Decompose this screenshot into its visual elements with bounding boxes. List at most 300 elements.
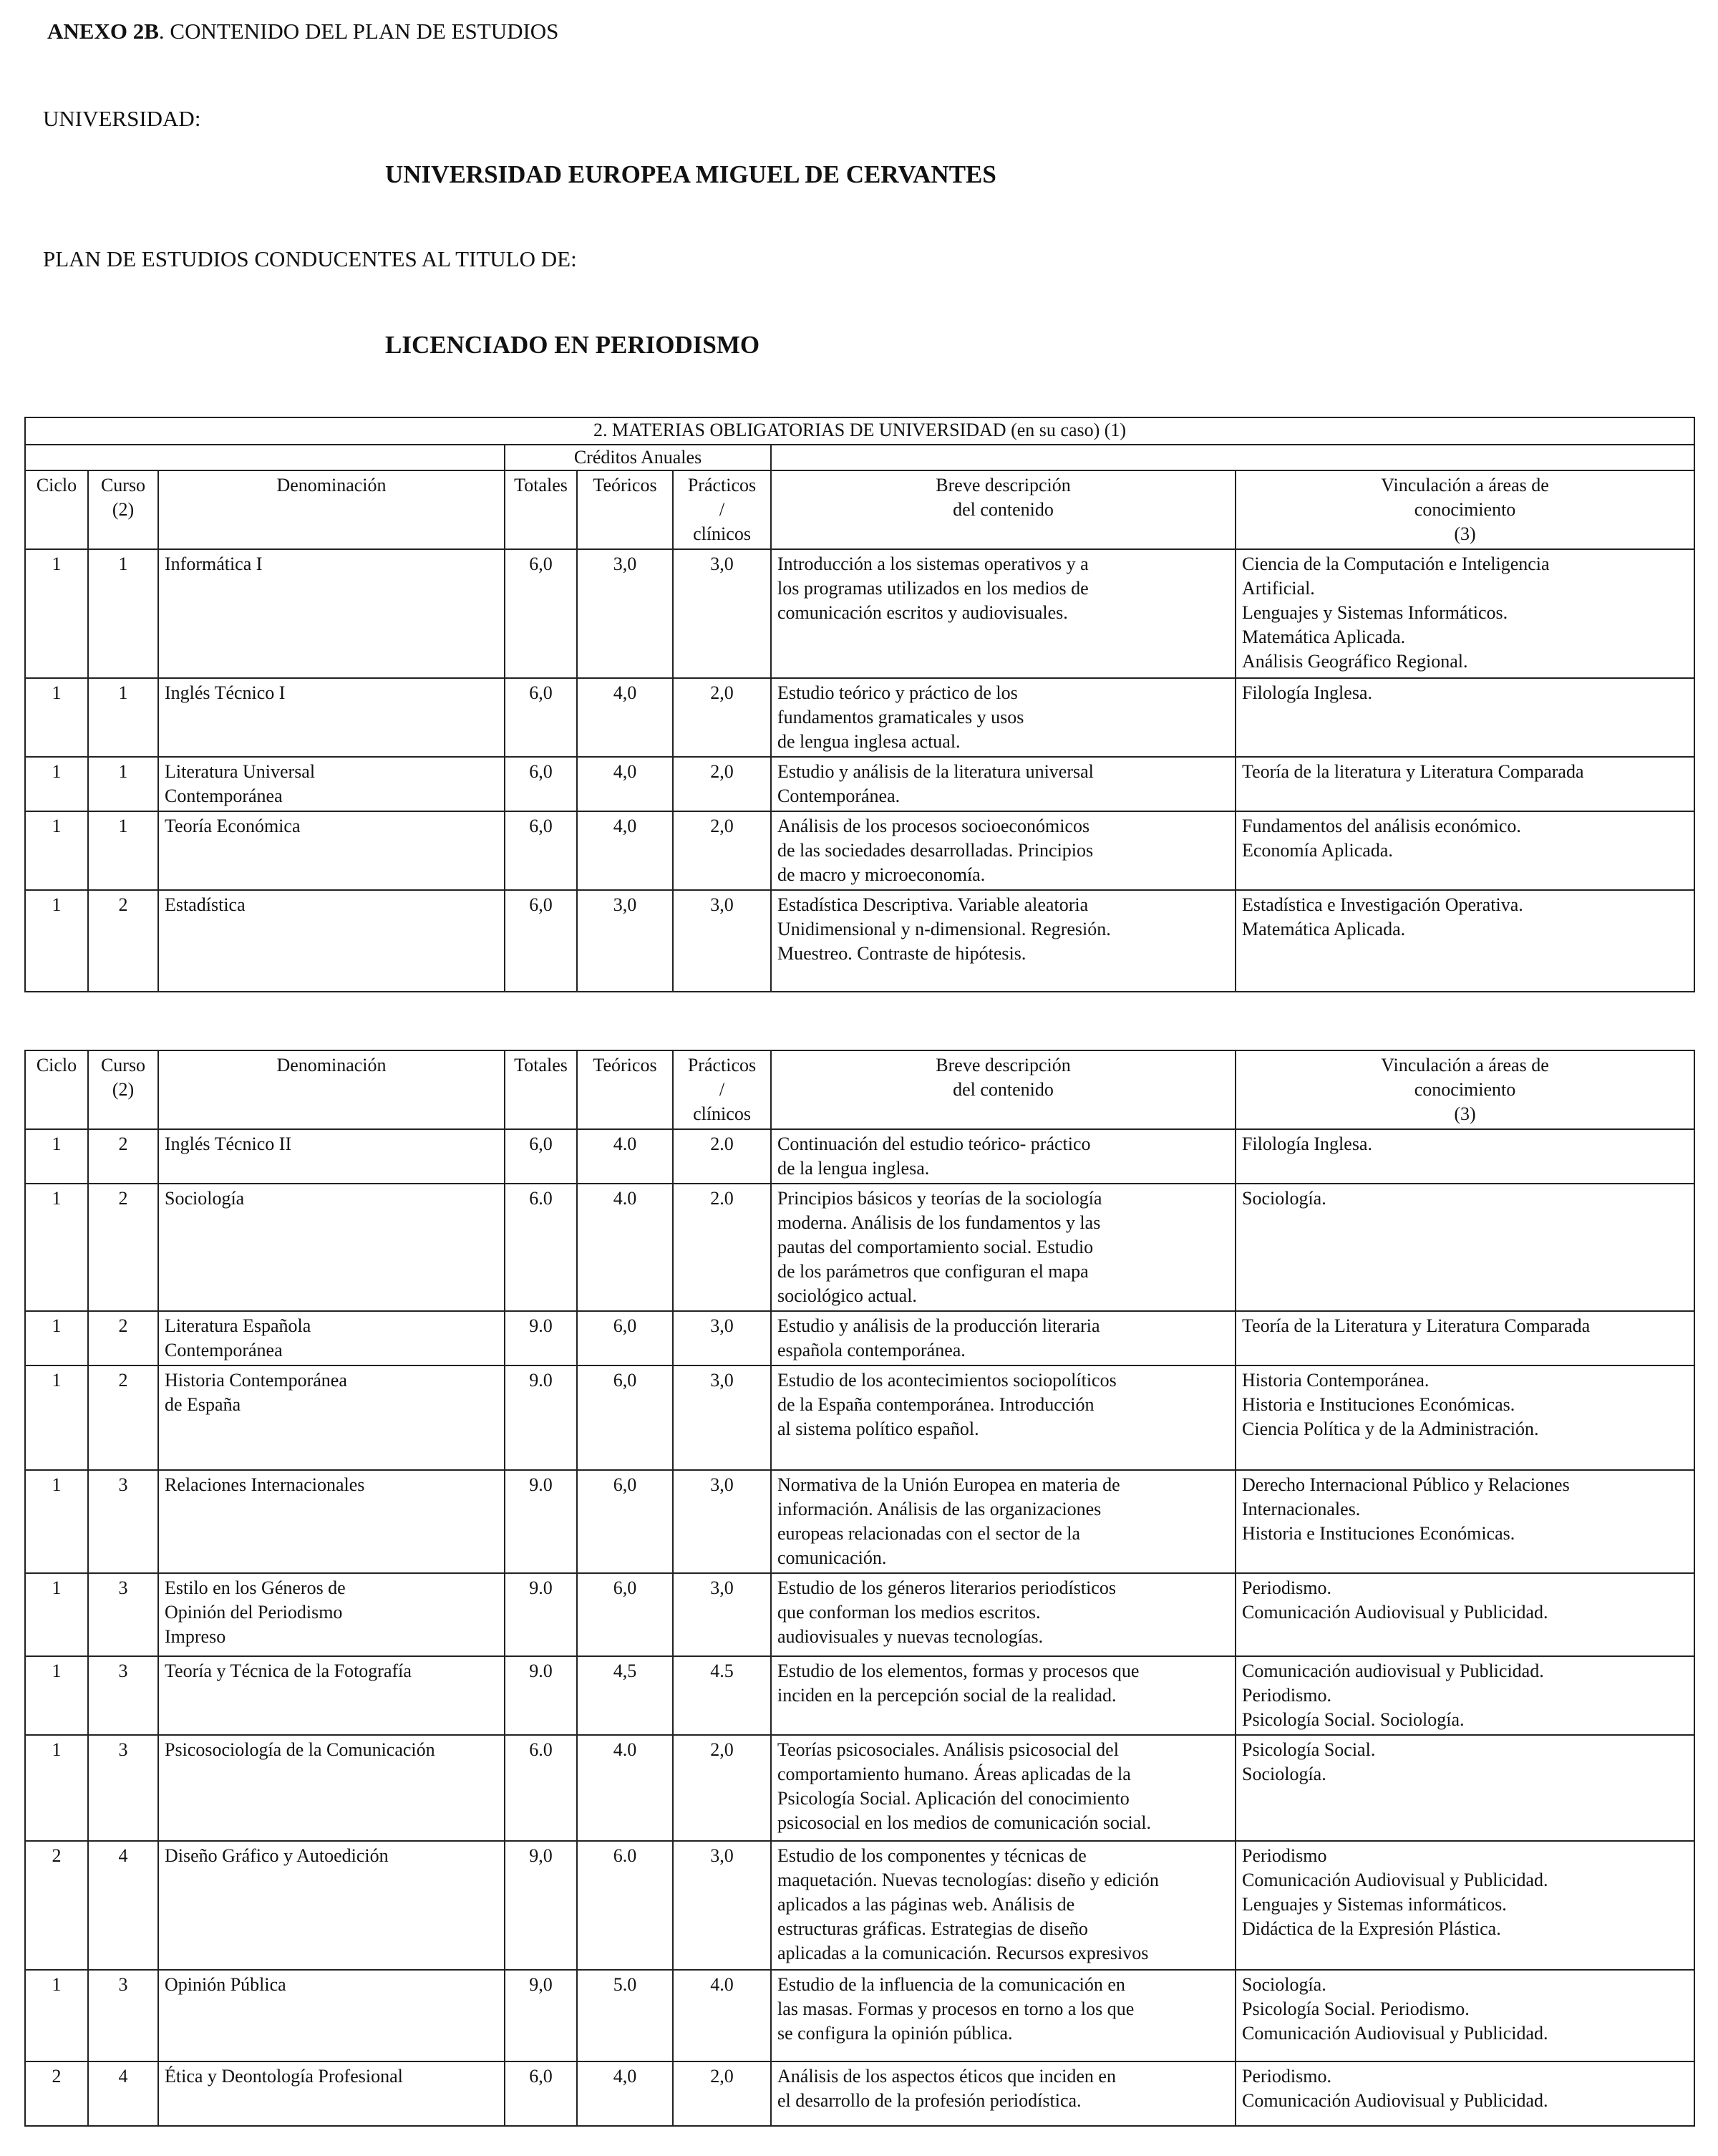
content-description-line: de la España contemporánea. Introducción bbox=[777, 1394, 1095, 1415]
theory-credits: 3,0 bbox=[577, 549, 673, 678]
content-description bbox=[771, 1735, 1236, 1841]
practice-credits: 3,0 bbox=[673, 1311, 771, 1365]
subject-name-line: Estilo en los Géneros de bbox=[165, 1577, 346, 1598]
column-header-vinculacion-line: Vinculación a áreas de bbox=[1381, 475, 1549, 496]
content-description-line: Estudio de los géneros literarios periodísticos bbox=[777, 1577, 1116, 1598]
subject-name-line: de España bbox=[165, 1394, 241, 1415]
knowledge-areas-line: Psicología Social. Sociología. bbox=[1242, 1709, 1465, 1730]
knowledge-areas-line: Comunicación Audiovisual y Publicidad. bbox=[1242, 2023, 1548, 2044]
subject-name bbox=[158, 1184, 505, 1311]
curso-cell: 2 bbox=[88, 1311, 158, 1365]
content-description-line: Análisis de los procesos socioeconómicos bbox=[777, 816, 1090, 836]
knowledge-areas-line: Teoría de la literatura y Literatura Comparada bbox=[1242, 761, 1584, 782]
total-credits: 6,0 bbox=[505, 549, 577, 678]
content-description-line: Teorías psicosociales. Análisis psicosocial del bbox=[777, 1739, 1119, 1760]
subject-name-line: Impreso bbox=[165, 1626, 226, 1647]
column-header-practicos-line: / bbox=[719, 1079, 725, 1100]
content-description-line: Estudio y análisis de la literatura universal bbox=[777, 761, 1094, 782]
knowledge-areas-line: Ciencia de la Computación e Inteligencia bbox=[1242, 553, 1550, 574]
knowledge-areas-line: Estadística e Investigación Operativa. bbox=[1242, 894, 1523, 915]
knowledge-areas-line: Comunicación Audiovisual y Publicidad. bbox=[1242, 1602, 1548, 1623]
ciclo-cell: 1 bbox=[25, 890, 88, 992]
subject-name-line: Literatura Española bbox=[165, 1315, 311, 1336]
practice-credits: 2.0 bbox=[673, 1129, 771, 1184]
content-description-line: española contemporánea. bbox=[777, 1340, 966, 1360]
content-description bbox=[771, 1129, 1236, 1184]
subject-name bbox=[158, 1129, 505, 1184]
practice-credits: 4.0 bbox=[673, 1970, 771, 2061]
curso-cell: 4 bbox=[88, 2061, 158, 2126]
knowledge-areas-line: Didáctica de la Expresión Plástica. bbox=[1242, 1918, 1501, 1939]
content-description-line: aplicados a las páginas web. Análisis de bbox=[777, 1894, 1075, 1915]
content-description-line: Continuación del estudio teórico- práctico bbox=[777, 1133, 1091, 1154]
subject-name-line: Contemporánea bbox=[165, 1340, 283, 1360]
content-description bbox=[771, 678, 1236, 757]
curso-cell: 3 bbox=[88, 1735, 158, 1841]
subject-name-line: Contemporánea bbox=[165, 785, 283, 806]
content-description bbox=[771, 1311, 1236, 1365]
university-label: UNIVERSIDAD: bbox=[43, 106, 201, 131]
content-description-line: Estadística Descriptiva. Variable aleatoria bbox=[777, 894, 1089, 915]
subject-name bbox=[158, 1573, 505, 1656]
column-header-descripcion bbox=[771, 1050, 1236, 1129]
subject-name-line: Teoría Económica bbox=[165, 816, 301, 836]
subject-name bbox=[158, 1841, 505, 1970]
knowledge-areas bbox=[1236, 2061, 1694, 2126]
ciclo-cell: 2 bbox=[25, 1841, 88, 1970]
table-row bbox=[25, 890, 1694, 992]
content-description bbox=[771, 549, 1236, 678]
column-header-vinculacion-line: (3) bbox=[1454, 523, 1476, 544]
total-credits: 6,0 bbox=[505, 678, 577, 757]
practice-credits: 2,0 bbox=[673, 811, 771, 890]
ciclo-cell: 1 bbox=[25, 1470, 88, 1573]
curso-cell: 1 bbox=[88, 757, 158, 811]
content-description-line: Estudio de los elementos, formas y procesos que bbox=[777, 1660, 1140, 1681]
theory-credits: 6,0 bbox=[577, 1470, 673, 1573]
subject-name-line: Teoría y Técnica de la Fotografía bbox=[165, 1660, 412, 1681]
table-row bbox=[25, 1129, 1694, 1184]
curso-cell: 2 bbox=[88, 1365, 158, 1470]
ciclo-cell: 1 bbox=[25, 1573, 88, 1656]
knowledge-areas-line: Filología Inglesa. bbox=[1242, 1133, 1372, 1154]
total-credits: 6,0 bbox=[505, 1129, 577, 1184]
subjects-table-2 bbox=[24, 1050, 1695, 2127]
content-description bbox=[771, 1970, 1236, 2061]
table-row bbox=[25, 811, 1694, 890]
knowledge-areas-line: Lenguajes y Sistemas Informáticos. bbox=[1242, 602, 1508, 623]
content-description-line: comunicación escritos y audiovisuales. bbox=[777, 602, 1068, 623]
practice-credits: 4.5 bbox=[673, 1656, 771, 1735]
subject-name bbox=[158, 890, 505, 992]
plan-label: PLAN DE ESTUDIOS CONDUCENTES AL TITULO DE: bbox=[43, 246, 577, 271]
credits-header-spacer bbox=[25, 445, 505, 470]
column-header-descripcion-line: Breve descripción bbox=[936, 1055, 1071, 1075]
curso-cell: 4 bbox=[88, 1841, 158, 1970]
content-description-line: Introducción a los sistemas operativos y a bbox=[777, 553, 1089, 574]
curso-cell: 3 bbox=[88, 1656, 158, 1735]
practice-credits: 3,0 bbox=[673, 1365, 771, 1470]
curso-cell: 2 bbox=[88, 1129, 158, 1184]
content-description-line: Estudio de los componentes y técnicas de bbox=[777, 1845, 1087, 1866]
content-description bbox=[771, 1841, 1236, 1970]
column-header-vinculacion-line: conocimiento bbox=[1414, 1079, 1516, 1100]
curso-cell: 2 bbox=[88, 890, 158, 992]
curso-cell: 3 bbox=[88, 1470, 158, 1573]
knowledge-areas-line: Comunicación Audiovisual y Publicidad. bbox=[1242, 2090, 1548, 2111]
content-description-line: Estudio de la influencia de la comunicación en bbox=[777, 1974, 1125, 1995]
practice-credits: 3,0 bbox=[673, 1573, 771, 1656]
column-header-denominacion: Denominación bbox=[158, 1050, 505, 1129]
theory-credits: 6,0 bbox=[577, 1573, 673, 1656]
practice-credits: 2,0 bbox=[673, 2061, 771, 2126]
theory-credits: 4,0 bbox=[577, 678, 673, 757]
content-description-line: de macro y microeconomía. bbox=[777, 864, 986, 885]
knowledge-areas bbox=[1236, 811, 1694, 890]
practice-credits: 2.0 bbox=[673, 1184, 771, 1311]
column-header-descripcion bbox=[771, 470, 1236, 549]
subject-name-line: Opinión Pública bbox=[165, 1974, 286, 1995]
column-header-practicos-line: / bbox=[719, 499, 725, 520]
knowledge-areas bbox=[1236, 890, 1694, 992]
column-header-vinculacion bbox=[1236, 1050, 1694, 1129]
theory-credits: 5.0 bbox=[577, 1970, 673, 2061]
total-credits: 9.0 bbox=[505, 1656, 577, 1735]
knowledge-areas bbox=[1236, 1841, 1694, 1970]
total-credits: 9.0 bbox=[505, 1365, 577, 1470]
subject-name bbox=[158, 1311, 505, 1365]
theory-credits: 4,0 bbox=[577, 811, 673, 890]
content-description-line: de las sociedades desarrolladas. Principios bbox=[777, 840, 1094, 861]
column-header-practicos bbox=[673, 1050, 771, 1129]
subject-name bbox=[158, 549, 505, 678]
content-description-line: Muestreo. Contraste de hipótesis. bbox=[777, 943, 1027, 964]
total-credits: 9.0 bbox=[505, 1470, 577, 1573]
content-description bbox=[771, 1184, 1236, 1311]
knowledge-areas-line: Lenguajes y Sistemas informáticos. bbox=[1242, 1894, 1507, 1915]
knowledge-areas bbox=[1236, 1365, 1694, 1470]
table-title-row bbox=[25, 417, 1694, 445]
knowledge-areas bbox=[1236, 1184, 1694, 1311]
total-credits: 6,0 bbox=[505, 890, 577, 992]
table-row bbox=[25, 1365, 1694, 1470]
content-description-line: que conforman los medios escritos. bbox=[777, 1602, 1041, 1623]
theory-credits: 4.0 bbox=[577, 1129, 673, 1184]
table-row bbox=[25, 757, 1694, 811]
knowledge-areas-line: Comunicación Audiovisual y Publicidad. bbox=[1242, 1870, 1548, 1890]
theory-credits: 6.0 bbox=[577, 1841, 673, 1970]
knowledge-areas-line: Periodismo. bbox=[1242, 2066, 1331, 2087]
theory-credits: 4.0 bbox=[577, 1735, 673, 1841]
column-header-curso bbox=[88, 470, 158, 549]
subject-name bbox=[158, 2061, 505, 2126]
total-credits: 6,0 bbox=[505, 757, 577, 811]
column-header-totales: Totales bbox=[505, 470, 577, 549]
total-credits: 6.0 bbox=[505, 1184, 577, 1311]
column-header-curso-line: (2) bbox=[112, 499, 135, 520]
table-row bbox=[25, 678, 1694, 757]
column-header-vinculacion bbox=[1236, 470, 1694, 549]
table-row bbox=[25, 1184, 1694, 1311]
column-header-curso bbox=[88, 1050, 158, 1129]
knowledge-areas-line: Fundamentos del análisis económico. bbox=[1242, 816, 1521, 836]
subject-name-line: Psicosociología de la Comunicación bbox=[165, 1739, 435, 1760]
content-description bbox=[771, 1365, 1236, 1470]
subject-name-line: Informática I bbox=[165, 553, 263, 574]
content-description-line: maquetación. Nuevas tecnologías: diseño y edición bbox=[777, 1870, 1159, 1890]
column-header-descripcion-line: Breve descripción bbox=[936, 475, 1071, 496]
content-description-line: fundamentos gramaticales y usos bbox=[777, 707, 1024, 727]
total-credits: 6,0 bbox=[505, 2061, 577, 2126]
ciclo-cell: 1 bbox=[25, 1311, 88, 1365]
subject-name-line: Opinión del Periodismo bbox=[165, 1602, 343, 1623]
ciclo-cell: 1 bbox=[25, 811, 88, 890]
university-name: UNIVERSIDAD EUROPEA MIGUEL DE CERVANTES bbox=[385, 160, 996, 188]
ciclo-cell: 2 bbox=[25, 2061, 88, 2126]
column-header-practicos-line: clínicos bbox=[693, 1103, 751, 1124]
content-description-line: europeas relacionadas con el sector de la bbox=[777, 1523, 1081, 1544]
column-header-curso-line: (2) bbox=[112, 1079, 135, 1100]
knowledge-areas-line: Matemática Aplicada. bbox=[1242, 627, 1406, 647]
content-description-line: inciden en la percepción social de la realidad. bbox=[777, 1685, 1117, 1706]
knowledge-areas-line: Psicología Social. bbox=[1242, 1739, 1376, 1760]
total-credits: 9.0 bbox=[505, 1311, 577, 1365]
content-description-line: moderna. Análisis de los fundamentos y las bbox=[777, 1212, 1101, 1233]
knowledge-areas-line: Filología Inglesa. bbox=[1242, 682, 1372, 703]
subject-name-line: Ética y Deontología Profesional bbox=[165, 2066, 403, 2087]
subject-name-line: Historia Contemporánea bbox=[165, 1370, 347, 1391]
theory-credits: 4.0 bbox=[577, 1184, 673, 1311]
table-row bbox=[25, 1573, 1694, 1656]
knowledge-areas-line: Comunicación audiovisual y Publicidad. bbox=[1242, 1660, 1544, 1681]
column-header-teoricos: Teóricos bbox=[577, 1050, 673, 1129]
content-description-line: de lengua inglesa actual. bbox=[777, 731, 961, 752]
content-description-line: Estudio y análisis de la producción literaria bbox=[777, 1315, 1100, 1336]
table-title: 2. MATERIAS OBLIGATORIAS DE UNIVERSIDAD (en su caso) (1) bbox=[25, 417, 1694, 445]
total-credits: 6,0 bbox=[505, 811, 577, 890]
content-description bbox=[771, 1573, 1236, 1656]
practice-credits: 3,0 bbox=[673, 549, 771, 678]
table-row bbox=[25, 1841, 1694, 1970]
subject-name-line: Estadística bbox=[165, 894, 246, 915]
knowledge-areas-line: Análisis Geográfico Regional. bbox=[1242, 651, 1468, 672]
content-description-line: al sistema político español. bbox=[777, 1418, 979, 1439]
column-header-teoricos: Teóricos bbox=[577, 470, 673, 549]
content-description-line: comunicación. bbox=[777, 1547, 887, 1568]
content-description bbox=[771, 2061, 1236, 2126]
content-description-line: Análisis de los aspectos éticos que inciden en bbox=[777, 2066, 1116, 2087]
knowledge-areas-line: Historia e Instituciones Económicas. bbox=[1242, 1394, 1515, 1415]
column-header-row bbox=[25, 1050, 1694, 1129]
content-description-line: Estudio de los acontecimientos sociopolíticos bbox=[777, 1370, 1117, 1391]
ciclo-cell: 1 bbox=[25, 549, 88, 678]
subject-name bbox=[158, 1470, 505, 1573]
total-credits: 9,0 bbox=[505, 1970, 577, 2061]
column-header-vinculacion-line: conocimiento bbox=[1414, 499, 1516, 520]
curso-cell: 3 bbox=[88, 1970, 158, 2061]
content-description-line: Normativa de la Unión Europea en materia de bbox=[777, 1474, 1120, 1495]
ciclo-cell: 1 bbox=[25, 1656, 88, 1735]
knowledge-areas-line: Periodismo. bbox=[1242, 1685, 1331, 1706]
column-header-vinculacion-line: Vinculación a áreas de bbox=[1381, 1055, 1549, 1075]
content-description bbox=[771, 1470, 1236, 1573]
column-header-practicos-line: Prácticos bbox=[687, 475, 757, 496]
table-row bbox=[25, 1311, 1694, 1365]
credits-header: Créditos Anuales bbox=[505, 445, 771, 470]
subject-name bbox=[158, 1656, 505, 1735]
annex-heading bbox=[47, 19, 558, 44]
ciclo-cell: 1 bbox=[25, 1970, 88, 2061]
column-header-practicos bbox=[673, 470, 771, 549]
knowledge-areas bbox=[1236, 1656, 1694, 1735]
theory-credits: 3,0 bbox=[577, 890, 673, 992]
content-description-line: los programas utilizados en los medios de bbox=[777, 578, 1089, 599]
subject-name bbox=[158, 811, 505, 890]
total-credits: 9,0 bbox=[505, 1841, 577, 1970]
subject-name bbox=[158, 757, 505, 811]
curso-cell: 1 bbox=[88, 549, 158, 678]
knowledge-areas-line: Sociología. bbox=[1242, 1974, 1326, 1995]
practice-credits: 2,0 bbox=[673, 757, 771, 811]
table-row bbox=[25, 1970, 1694, 2061]
credits-header-row bbox=[25, 445, 1694, 470]
theory-credits: 6,0 bbox=[577, 1365, 673, 1470]
content-description-line: aplicadas a la comunicación. Recursos expresivos bbox=[777, 1943, 1149, 1963]
table-row bbox=[25, 2061, 1694, 2126]
subject-name-line: Sociología bbox=[165, 1188, 245, 1209]
knowledge-areas-line: Psicología Social. Periodismo. bbox=[1242, 1998, 1470, 2019]
subject-name-line: Diseño Gráfico y Autoedición bbox=[165, 1845, 389, 1866]
practice-credits: 2,0 bbox=[673, 678, 771, 757]
curso-cell: 1 bbox=[88, 678, 158, 757]
curso-cell: 2 bbox=[88, 1184, 158, 1311]
total-credits: 9.0 bbox=[505, 1573, 577, 1656]
content-description-line: Estudio teórico y práctico de los bbox=[777, 682, 1018, 703]
column-header-curso-line: Curso bbox=[100, 475, 146, 496]
column-header-vinculacion-line: (3) bbox=[1454, 1103, 1476, 1124]
column-header-row bbox=[25, 470, 1694, 549]
content-description-line: sociológico actual. bbox=[777, 1285, 917, 1306]
content-description-line: Psicología Social. Aplicación del conocimiento bbox=[777, 1788, 1130, 1809]
ciclo-cell: 1 bbox=[25, 1365, 88, 1470]
ciclo-cell: 1 bbox=[25, 678, 88, 757]
column-header-descripcion-line: del contenido bbox=[953, 499, 1054, 520]
content-description-line: Principios básicos y teorías de la sociología bbox=[777, 1188, 1102, 1209]
ciclo-cell: 1 bbox=[25, 1129, 88, 1184]
content-description bbox=[771, 811, 1236, 890]
knowledge-areas-line: Teoría de la Literatura y Literatura Comparada bbox=[1242, 1315, 1591, 1336]
knowledge-areas-line: Historia Contemporánea. bbox=[1242, 1370, 1430, 1391]
knowledge-areas-line: Historia e Instituciones Económicas. bbox=[1242, 1523, 1515, 1544]
column-header-ciclo: Ciclo bbox=[25, 1050, 88, 1129]
column-header-practicos-line: Prácticos bbox=[687, 1055, 757, 1075]
annex-label: ANEXO 2B bbox=[47, 19, 159, 44]
knowledge-areas bbox=[1236, 1129, 1694, 1184]
table-row bbox=[25, 1656, 1694, 1735]
subject-name-line: Literatura Universal bbox=[165, 761, 316, 782]
column-header-curso-line: Curso bbox=[100, 1055, 146, 1075]
content-description-line: comportamiento humano. Áreas aplicadas de la bbox=[777, 1764, 1131, 1784]
content-description-line: estructuras gráficas. Estrategias de diseño bbox=[777, 1918, 1088, 1939]
knowledge-areas-line: Ciencia Política y de la Administración. bbox=[1242, 1418, 1539, 1439]
column-header-practicos-line: clínicos bbox=[693, 523, 751, 544]
content-description-line: información. Análisis de las organizaciones bbox=[777, 1499, 1102, 1519]
content-description bbox=[771, 890, 1236, 992]
curso-cell: 3 bbox=[88, 1573, 158, 1656]
subject-name bbox=[158, 1970, 505, 2061]
total-credits: 6.0 bbox=[505, 1735, 577, 1841]
content-description-line: Unidimensional y n-dimensional. Regresión. bbox=[777, 919, 1111, 939]
content-description-line: las masas. Formas y procesos en torno a los que bbox=[777, 1998, 1135, 2019]
knowledge-areas-line: Economía Aplicada. bbox=[1242, 840, 1393, 861]
subject-name-line: Relaciones Internacionales bbox=[165, 1474, 365, 1495]
practice-credits: 3,0 bbox=[673, 1841, 771, 1970]
content-description-line: de la lengua inglesa. bbox=[777, 1158, 930, 1179]
knowledge-areas-line: Matemática Aplicada. bbox=[1242, 919, 1406, 939]
knowledge-areas bbox=[1236, 1970, 1694, 2061]
subject-name bbox=[158, 678, 505, 757]
column-header-denominacion: Denominación bbox=[158, 470, 505, 549]
practice-credits: 3,0 bbox=[673, 1470, 771, 1573]
content-description-line: pautas del comportamiento social. Estudio bbox=[777, 1237, 1094, 1257]
knowledge-areas-line: Artificial. bbox=[1242, 578, 1315, 599]
content-description-line: psicosocial en los medios de comunicación social. bbox=[777, 1812, 1152, 1833]
content-description-line: el desarrollo de la profesión periodística. bbox=[777, 2090, 1082, 2111]
content-description-line: se configura la opinión pública. bbox=[777, 2023, 1013, 2044]
theory-credits: 4,0 bbox=[577, 2061, 673, 2126]
content-description bbox=[771, 757, 1236, 811]
knowledge-areas bbox=[1236, 1470, 1694, 1573]
subject-name-line: Inglés Técnico I bbox=[165, 682, 286, 703]
knowledge-areas-line: Internacionales. bbox=[1242, 1499, 1361, 1519]
content-description-line: audiovisuales y nuevas tecnologías. bbox=[777, 1626, 1044, 1647]
ciclo-cell: 1 bbox=[25, 757, 88, 811]
subject-name bbox=[158, 1365, 505, 1470]
knowledge-areas bbox=[1236, 1311, 1694, 1365]
theory-credits: 6,0 bbox=[577, 1311, 673, 1365]
subject-name-line: Inglés Técnico II bbox=[165, 1133, 292, 1154]
practice-credits: 3,0 bbox=[673, 890, 771, 992]
annex-title: . CONTENIDO DEL PLAN DE ESTUDIOS bbox=[158, 19, 559, 44]
subject-name bbox=[158, 1735, 505, 1841]
theory-credits: 4,0 bbox=[577, 757, 673, 811]
knowledge-areas bbox=[1236, 1735, 1694, 1841]
curso-cell: 1 bbox=[88, 811, 158, 890]
knowledge-areas-line: Derecho Internacional Público y Relaciones bbox=[1242, 1474, 1570, 1495]
knowledge-areas bbox=[1236, 1573, 1694, 1656]
theory-credits: 4,5 bbox=[577, 1656, 673, 1735]
knowledge-areas-line: Sociología. bbox=[1242, 1188, 1326, 1209]
practice-credits: 2,0 bbox=[673, 1735, 771, 1841]
credits-header-filler bbox=[771, 445, 1694, 470]
knowledge-areas bbox=[1236, 757, 1694, 811]
content-description bbox=[771, 1656, 1236, 1735]
column-header-ciclo: Ciclo bbox=[25, 470, 88, 549]
table-row bbox=[25, 1470, 1694, 1573]
table-row bbox=[25, 1735, 1694, 1841]
subjects-table-1 bbox=[24, 417, 1695, 992]
table-row bbox=[25, 549, 1694, 678]
column-header-totales: Totales bbox=[505, 1050, 577, 1129]
knowledge-areas bbox=[1236, 549, 1694, 678]
knowledge-areas-line: Periodismo bbox=[1242, 1845, 1327, 1866]
content-description-line: de los parámetros que configuran el mapa bbox=[777, 1261, 1089, 1282]
ciclo-cell: 1 bbox=[25, 1184, 88, 1311]
knowledge-areas-line: Periodismo. bbox=[1242, 1577, 1331, 1598]
ciclo-cell: 1 bbox=[25, 1735, 88, 1841]
knowledge-areas-line: Sociología. bbox=[1242, 1764, 1326, 1784]
degree-title: LICENCIADO EN PERIODISMO bbox=[385, 331, 760, 359]
